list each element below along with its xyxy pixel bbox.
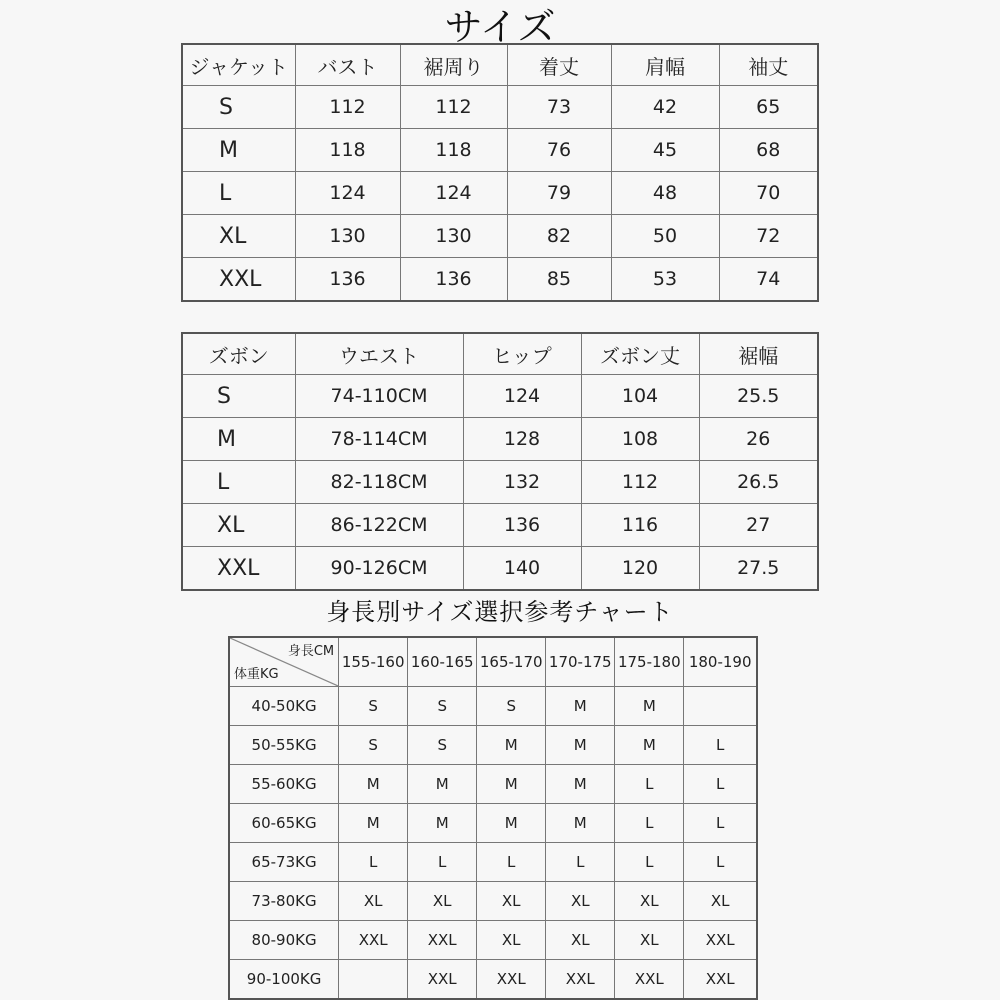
header-cell: バスト <box>295 44 400 86</box>
table-row <box>182 129 818 172</box>
value-cell: 130 <box>295 215 400 258</box>
value-cell: 124 <box>295 172 400 215</box>
size-cell: M <box>477 726 546 765</box>
value-cell: 27 <box>699 504 818 547</box>
size-cell: S <box>408 726 477 765</box>
size-cell: XXL <box>408 921 477 960</box>
size-cell: L <box>182 461 295 504</box>
value-cell: 73 <box>507 86 611 129</box>
value-cell: 48 <box>611 172 719 215</box>
table-row <box>182 258 818 302</box>
size-cell: M <box>339 765 408 804</box>
size-cell: XXL <box>408 960 477 1000</box>
size-cell: L <box>339 843 408 882</box>
jacket-size-table <box>181 43 819 302</box>
value-cell: 128 <box>463 418 581 461</box>
height-range-header: 175-180 <box>615 637 684 687</box>
value-cell: 130 <box>400 215 507 258</box>
size-cell <box>339 960 408 1000</box>
table-row <box>229 882 757 921</box>
value-cell: 26.5 <box>699 461 818 504</box>
header-cell: 肩幅 <box>611 44 719 86</box>
weight-range-cell: 90-100KG <box>229 960 339 1000</box>
table-row <box>229 960 757 1000</box>
value-cell: 118 <box>400 129 507 172</box>
value-cell: 120 <box>581 547 699 591</box>
table-row <box>229 765 757 804</box>
value-cell: 124 <box>400 172 507 215</box>
value-cell: 136 <box>295 258 400 302</box>
size-cell: XXL <box>684 960 757 1000</box>
size-cell: M <box>182 418 295 461</box>
size-cell: XXL <box>339 921 408 960</box>
size-cell: XL <box>615 921 684 960</box>
size-cell: M <box>477 804 546 843</box>
page-title: サイズ <box>444 5 556 49</box>
table-row <box>182 418 818 461</box>
height-weight-reference-table <box>228 636 758 1000</box>
value-cell: 65 <box>719 86 818 129</box>
size-cell: XL <box>477 882 546 921</box>
weight-range-cell: 55-60KG <box>229 765 339 804</box>
size-cell: XXL <box>615 960 684 1000</box>
size-cell: S <box>408 687 477 726</box>
value-cell: 72 <box>719 215 818 258</box>
value-cell: 112 <box>581 461 699 504</box>
table-row <box>182 375 818 418</box>
weight-range-cell: 65-73KG <box>229 843 339 882</box>
header-cell: ジャケット <box>182 44 295 86</box>
size-cell: M <box>477 765 546 804</box>
size-cell: XL <box>408 882 477 921</box>
value-cell: 82 <box>507 215 611 258</box>
size-cell: XL <box>182 504 295 547</box>
table-row <box>182 504 818 547</box>
size-cell: XL <box>546 921 615 960</box>
value-cell: 74 <box>719 258 818 302</box>
weight-range-cell: 50-55KG <box>229 726 339 765</box>
value-cell: 90-126CM <box>295 547 463 591</box>
size-cell: L <box>615 804 684 843</box>
height-range-header: 170-175 <box>546 637 615 687</box>
size-cell: M <box>408 804 477 843</box>
value-cell: 50 <box>611 215 719 258</box>
size-cell: L <box>408 843 477 882</box>
size-cell: XL <box>684 882 757 921</box>
table-header-row <box>182 333 818 375</box>
value-cell: 118 <box>295 129 400 172</box>
value-cell: 124 <box>463 375 581 418</box>
value-cell: 112 <box>400 86 507 129</box>
value-cell: 85 <box>507 258 611 302</box>
size-cell: M <box>546 726 615 765</box>
value-cell: 25.5 <box>699 375 818 418</box>
weight-range-cell: 73-80KG <box>229 882 339 921</box>
reference-chart-title: 身長別サイズ選択参考チャート <box>326 598 674 626</box>
size-cell: M <box>408 765 477 804</box>
size-cell: XXL <box>684 921 757 960</box>
size-cell: M <box>615 687 684 726</box>
header-cell: ズボン <box>182 333 295 375</box>
table-row <box>182 215 818 258</box>
value-cell: 82-118CM <box>295 461 463 504</box>
value-cell: 136 <box>463 504 581 547</box>
value-cell: 78-114CM <box>295 418 463 461</box>
value-cell: 74-110CM <box>295 375 463 418</box>
size-cell: XXL <box>477 960 546 1000</box>
value-cell: 68 <box>719 129 818 172</box>
value-cell: 104 <box>581 375 699 418</box>
weight-range-cell: 80-90KG <box>229 921 339 960</box>
value-cell: 76 <box>507 129 611 172</box>
size-cell: L <box>182 172 295 215</box>
size-cell: XL <box>546 882 615 921</box>
header-cell: ウエスト <box>295 333 463 375</box>
height-range-header: 155-160 <box>339 637 408 687</box>
size-cell: M <box>615 726 684 765</box>
size-cell: S <box>182 375 295 418</box>
size-cell: XL <box>182 215 295 258</box>
header-cell: ズボン丈 <box>581 333 699 375</box>
header-cell: 着丈 <box>507 44 611 86</box>
size-cell: M <box>546 765 615 804</box>
size-cell: XL <box>477 921 546 960</box>
value-cell: 79 <box>507 172 611 215</box>
value-cell: 27.5 <box>699 547 818 591</box>
value-cell: 86-122CM <box>295 504 463 547</box>
size-cell: M <box>182 129 295 172</box>
value-cell: 140 <box>463 547 581 591</box>
value-cell: 45 <box>611 129 719 172</box>
value-cell: 26 <box>699 418 818 461</box>
size-cell: XL <box>339 882 408 921</box>
size-cell: L <box>684 765 757 804</box>
height-range-header: 180-190 <box>684 637 757 687</box>
size-cell: L <box>546 843 615 882</box>
size-cell: M <box>546 687 615 726</box>
size-cell <box>684 687 757 726</box>
table-row <box>229 726 757 765</box>
size-cell: L <box>684 843 757 882</box>
table-row <box>229 921 757 960</box>
value-cell: 53 <box>611 258 719 302</box>
size-cell: S <box>339 726 408 765</box>
size-cell: M <box>546 804 615 843</box>
size-cell: L <box>684 726 757 765</box>
size-cell: XXL <box>182 258 295 302</box>
table-header-row <box>182 44 818 86</box>
size-cell: S <box>339 687 408 726</box>
header-cell: 袖丈 <box>719 44 818 86</box>
weight-range-cell: 40-50KG <box>229 687 339 726</box>
size-cell: L <box>477 843 546 882</box>
table-row <box>229 804 757 843</box>
value-cell: 70 <box>719 172 818 215</box>
weight-axis-label: 体重KG <box>234 667 279 682</box>
height-range-header: 160-165 <box>408 637 477 687</box>
size-cell: S <box>182 86 295 129</box>
header-cell: 裾周り <box>400 44 507 86</box>
table-row <box>229 843 757 882</box>
value-cell: 108 <box>581 418 699 461</box>
size-cell: XL <box>615 882 684 921</box>
pants-size-table <box>181 332 819 591</box>
height-axis-label: 身長CM <box>287 644 335 659</box>
value-cell: 116 <box>581 504 699 547</box>
height-range-header: 165-170 <box>477 637 546 687</box>
table-row <box>182 461 818 504</box>
value-cell: 132 <box>463 461 581 504</box>
size-cell: S <box>477 687 546 726</box>
weight-range-cell: 60-65KG <box>229 804 339 843</box>
size-cell: XXL <box>182 547 295 591</box>
table-row <box>182 172 818 215</box>
size-cell: L <box>684 804 757 843</box>
size-cell: XXL <box>546 960 615 1000</box>
size-cell: L <box>615 843 684 882</box>
table-row <box>229 687 757 726</box>
value-cell: 112 <box>295 86 400 129</box>
header-cell: ヒップ <box>463 333 581 375</box>
table-row <box>182 86 818 129</box>
size-cell: M <box>339 804 408 843</box>
table-row <box>182 547 818 591</box>
value-cell: 42 <box>611 86 719 129</box>
header-cell: 裾幅 <box>699 333 818 375</box>
size-cell: L <box>615 765 684 804</box>
value-cell: 136 <box>400 258 507 302</box>
table-header-row <box>229 637 757 687</box>
corner-cell <box>229 637 339 687</box>
